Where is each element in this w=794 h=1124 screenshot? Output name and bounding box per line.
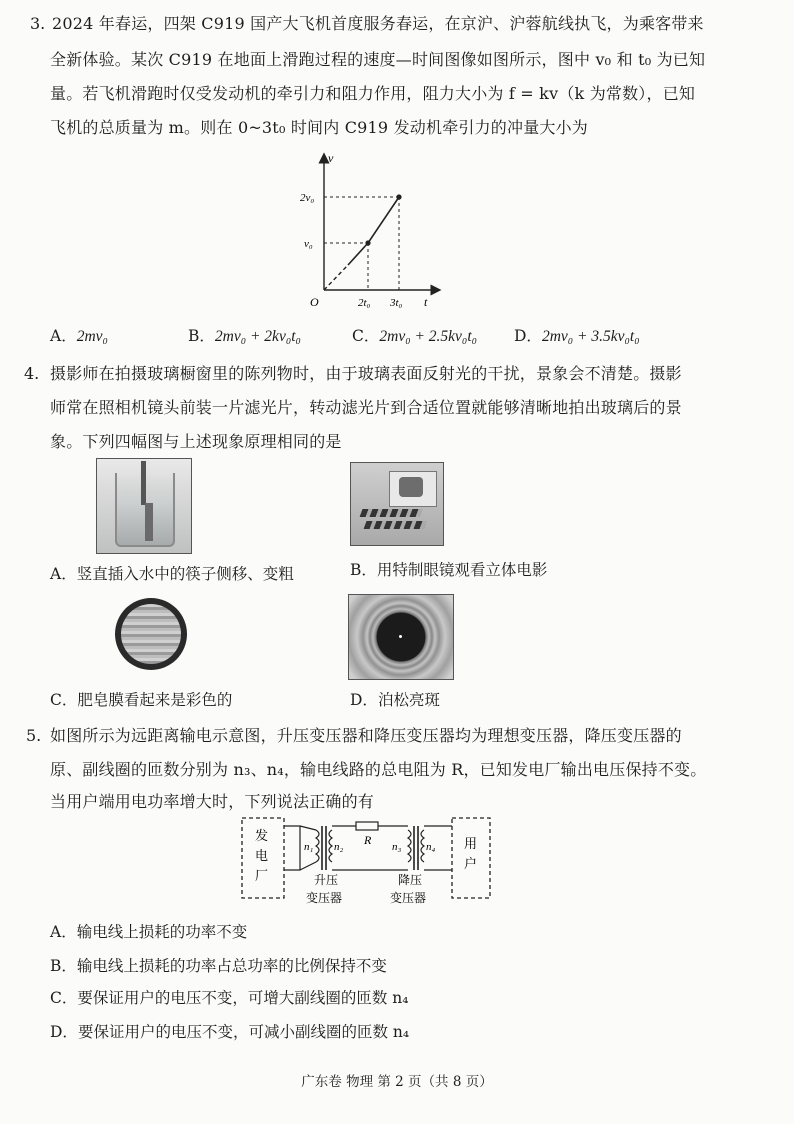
q4-option-b[interactable]: [350, 560, 547, 580]
origin-label: O: [310, 295, 319, 309]
q5-option-b[interactable]: [50, 956, 387, 976]
q3-vt-graph: [296, 148, 446, 310]
option-label: D．: [514, 327, 542, 345]
option-label: B．: [188, 327, 215, 345]
r-label: R: [364, 833, 372, 847]
step-up-label-2: 变压器: [306, 891, 343, 905]
option-text: 竖直插入水中的筷子侧移、变粗: [76, 565, 294, 583]
option-label: D．: [50, 1023, 78, 1041]
n4-label: n₄: [426, 841, 436, 853]
q5-line-3: 当用户端用电功率增大时，下列说法正确的有: [50, 792, 375, 811]
source-label-2: 电: [255, 848, 269, 863]
q4-line-3: 象。下列四幅图与上述现象原理相同的是: [50, 432, 342, 451]
option-label: B．: [350, 561, 377, 579]
photo-soap-film: [115, 598, 187, 670]
y-tick-v0: v₀: [304, 238, 313, 250]
q3-line-3: 量。若飞机滑跑时仅受发动机的牵引力和阻力作用，阻力大小为 f = kv（k 为常数），已知: [50, 84, 696, 103]
q3-option-a[interactable]: [50, 326, 108, 347]
option-text: 2mv₀ + 2.5kv₀t₀: [379, 328, 478, 345]
option-label: C．: [50, 691, 78, 709]
y-tick-2v0: 2v₀: [300, 192, 315, 204]
x-tick-3t0: 3t₀: [390, 297, 403, 309]
q3-option-b[interactable]: [188, 326, 301, 347]
photo-chopstick-in-water: [96, 458, 192, 554]
q4-number: 4.: [24, 364, 40, 383]
option-text: 输电线上损耗的功率占总功率的比例保持不变: [76, 957, 387, 975]
n1-label: n₁: [304, 841, 314, 853]
q5-number: 5.: [26, 726, 42, 745]
q4-line-2: 师常在照相机镜头前装一片滤光片，转动滤光片到合适位置就能够清晰地拍出玻璃后的景: [50, 398, 682, 417]
option-label: B．: [50, 957, 77, 975]
q4-option-a[interactable]: [50, 564, 294, 584]
option-text: 2mv₀ + 3.5kv₀t₀: [541, 328, 640, 345]
option-label: A．: [50, 327, 77, 345]
option-label: C．: [50, 989, 78, 1007]
q5-option-a[interactable]: [50, 922, 247, 942]
q4-line-1: 摄影师在拍摄玻璃橱窗里的陈列物时，由于玻璃表面反射光的干扰，景象会不清楚。摄影: [50, 364, 682, 383]
n2-label: n₂: [334, 841, 344, 853]
source-label-1: 发: [255, 828, 269, 843]
load-label-2: 户: [464, 856, 478, 871]
option-text: 要保证用户的电压不变，可减小副线圈的匝数 n₄: [77, 1023, 410, 1041]
option-text: 输电线上损耗的功率不变: [76, 923, 248, 941]
q3-option-d[interactable]: [514, 326, 640, 347]
page-footer: 广东卷 物理 第 2 页（共 8 页）: [301, 1074, 493, 1090]
q5-option-d[interactable]: [50, 1022, 409, 1042]
q3-line-2: 全新体验。某次 C919 在地面上滑跑过程的速度—时间图像如图所示，图中 v₀ 和 t₀ 为已知: [50, 50, 706, 69]
step-down-label-1: 降压: [398, 873, 423, 887]
q4-option-c[interactable]: [50, 690, 232, 710]
option-text: 肥皂膜看起来是彩色的: [77, 691, 233, 709]
option-label: A．: [50, 565, 77, 583]
q3-number: 3.: [30, 14, 46, 33]
option-label: D．: [350, 691, 378, 709]
option-text: 用特制眼镜观看立体电影: [376, 561, 548, 579]
q4-option-d[interactable]: [350, 690, 440, 710]
q3-line-4: 飞机的总质量为 m。则在 0~3t₀ 时间内 C919 发动机牵引力的冲量大小为: [50, 118, 588, 137]
option-text: 2mv₀ + 2kv₀t₀: [214, 328, 301, 345]
n3-label: n₃: [392, 841, 402, 853]
option-text: 要保证用户的电压不变，可增大副线圈的匝数 n₄: [77, 989, 409, 1007]
q5-line-2: 原、副线圈的匝数分别为 n₃、n₄，输电线路的总电阻为 R，已知发电厂输出电压保持不变。: [50, 760, 707, 779]
t-axis-label: t: [424, 295, 428, 309]
source-label-3: 厂: [255, 868, 269, 883]
step-down-label-2: 变压器: [390, 891, 427, 905]
x-tick-2t0: 2t₀: [358, 297, 371, 309]
q5-transmission-diagram: [238, 812, 494, 910]
load-label-1: 用: [464, 836, 478, 851]
q5-line-1: 如图所示为远距离输电示意图，升压变压器和降压变压器均为理想变压器，降压变压器的: [50, 726, 682, 745]
option-label: C．: [352, 327, 380, 345]
q5-option-c[interactable]: [50, 988, 409, 1008]
q3-line-1: 2024 年春运，四架 C919 国产大飞机首度服务春运，在京沪、沪蓉航线执飞，为乘客带来: [52, 14, 704, 33]
photo-3d-movie: [350, 462, 444, 546]
option-label: A．: [50, 923, 77, 941]
option-text: 泊松亮斑: [377, 691, 440, 709]
step-up-label-1: 升压: [314, 873, 339, 887]
photo-poisson-spot: [348, 594, 454, 680]
v-axis-label: v: [328, 151, 334, 165]
option-text: 2mv₀: [76, 328, 108, 345]
q3-option-c[interactable]: [352, 326, 477, 347]
